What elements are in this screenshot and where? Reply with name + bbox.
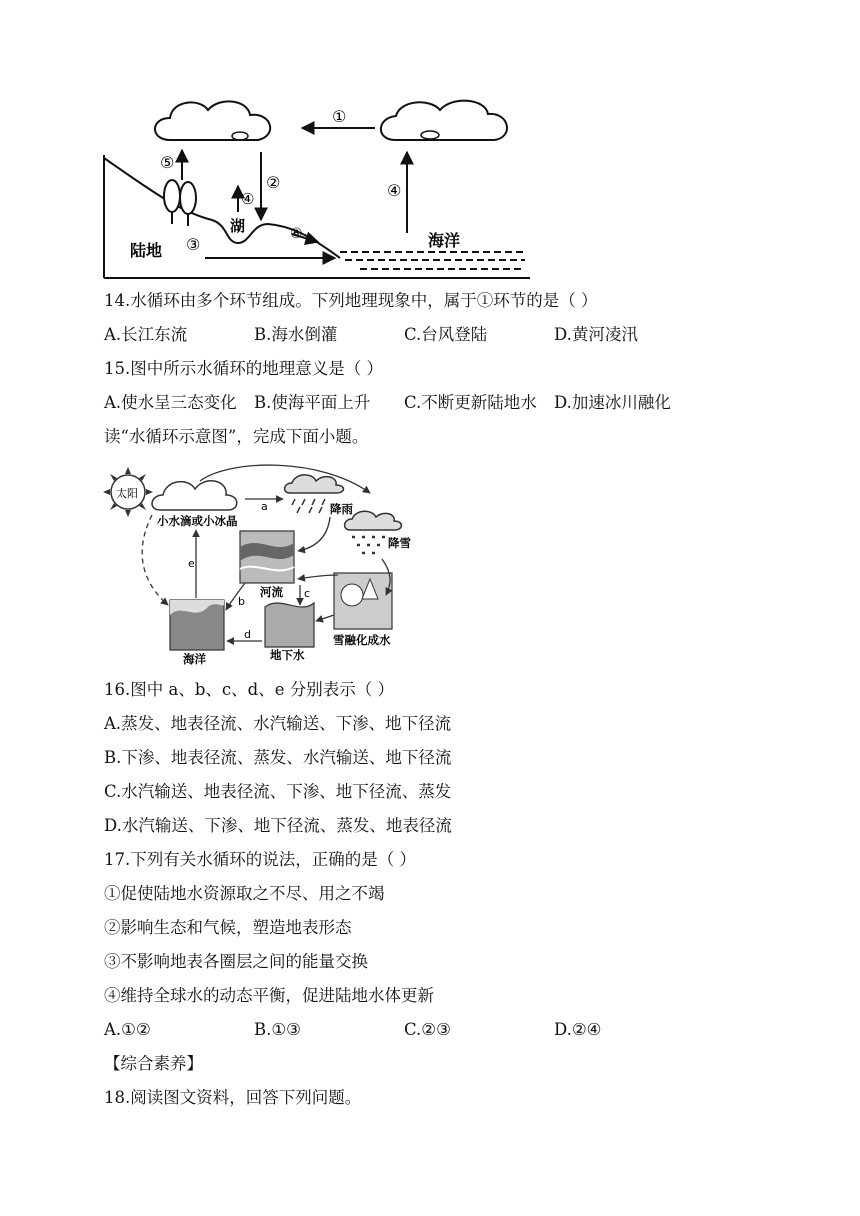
q16-option-a[interactable]: A.蒸发、地表径流、水汽输送、下渗、地下径流 xyxy=(104,714,452,733)
label-sun: 太阳 xyxy=(116,487,138,500)
river-image xyxy=(240,531,294,583)
label-groundwater: 地下水 xyxy=(270,648,305,662)
q17-option-a[interactable]: A.①② xyxy=(104,1020,151,1039)
label-land: 陆地 xyxy=(130,241,163,260)
label-4-lake: ④ xyxy=(241,190,255,208)
q17-option-c[interactable]: C.②③ xyxy=(404,1020,451,1039)
q17-statement-3: ③不影响地表各圈层之间的能量交换 xyxy=(104,952,368,971)
q16-stem: 16.图中 a、b、c、d、e 分别表示（ ） xyxy=(104,680,394,699)
q14-option-c[interactable]: C.台风登陆 xyxy=(404,325,488,344)
groundwater-image xyxy=(265,603,314,647)
cloud-left-icon xyxy=(155,101,270,140)
label-3: ③ xyxy=(186,235,201,254)
q18-stem: 18.阅读图文资料，回答下列问题。 xyxy=(104,1088,362,1107)
label-rain: 降雨 xyxy=(330,502,353,516)
label-1: ① xyxy=(332,107,347,126)
q17-statement-1: ①促使陆地水资源取之不尽、用之不竭 xyxy=(104,884,385,903)
water-cycle-diagram-2 xyxy=(0,455,860,670)
label-snowmelt: 雪融化成水 xyxy=(333,633,391,647)
label-2: ② xyxy=(266,173,281,192)
q17-stem: 17.下列有关水循环的说法，正确的是（ ） xyxy=(104,850,416,869)
q17-statement-4: ④维持全球水的动态平衡，促进陆地水体更新 xyxy=(104,986,434,1005)
q16-option-c[interactable]: C.水汽输送、地表径流、下渗、地下径流、蒸发 xyxy=(104,782,452,801)
q15-option-a[interactable]: A.使水呈三态变化 xyxy=(104,393,237,412)
q14-stem: 14.水循环由多个环节组成。下列地理现象中，属于①环节的是（ ） xyxy=(104,291,598,310)
label-river: 河流 xyxy=(260,585,283,599)
q15-option-b[interactable]: B.使海平面上升 xyxy=(254,393,371,412)
label-d: d xyxy=(244,628,251,641)
q15-option-c[interactable]: C.不断更新陆地水 xyxy=(404,393,537,412)
label-6: ⑥ xyxy=(290,226,303,242)
q16-option-d[interactable]: D.水汽输送、下渗、地下径流、蒸发、地表径流 xyxy=(104,816,452,835)
label-lake: 湖 xyxy=(230,217,246,235)
q16-option-b[interactable]: B.下渗、地表径流、蒸发、水汽输送、地下径流 xyxy=(104,748,452,767)
label-4-ocean: ④ xyxy=(387,181,402,200)
label-c: c xyxy=(304,587,311,600)
q14-option-d[interactable]: D.黄河凌汛 xyxy=(554,325,638,344)
label-ocean: 海洋 xyxy=(183,652,206,666)
ocean-image xyxy=(170,600,224,650)
label-droplets: 小水滴或小冰晶 xyxy=(157,514,238,528)
label-b: b xyxy=(238,595,245,608)
label-5: ⑤ xyxy=(160,153,175,172)
trees-icon xyxy=(164,180,196,226)
cloud-right-icon xyxy=(381,101,507,140)
label-ocean: 海洋 xyxy=(428,231,461,250)
q17-option-d[interactable]: D.②④ xyxy=(554,1020,602,1039)
label-a: a xyxy=(261,500,268,513)
snowmelt-image xyxy=(334,573,392,629)
q14-option-a[interactable]: A.长江东流 xyxy=(104,325,188,344)
label-snow: 降雪 xyxy=(388,536,411,550)
label-e: e xyxy=(188,557,195,570)
cloud-droplets-icon xyxy=(152,481,237,510)
q17-statement-2: ②影响生态和气候，塑造地表形态 xyxy=(104,918,352,937)
q15-option-d[interactable]: D.加速冰川融化 xyxy=(554,393,671,412)
q17-option-b[interactable]: B.①③ xyxy=(254,1020,301,1039)
q15-stem: 15.图中所示水循环的地理意义是（ ） xyxy=(104,359,383,378)
read-instruction: 读“水循环示意图”，完成下面小题。 xyxy=(104,427,369,446)
water-cycle-diagram-1 xyxy=(0,0,860,290)
section-title: 【综合素养】 xyxy=(104,1054,203,1073)
q14-option-b[interactable]: B.海水倒灌 xyxy=(254,325,338,344)
